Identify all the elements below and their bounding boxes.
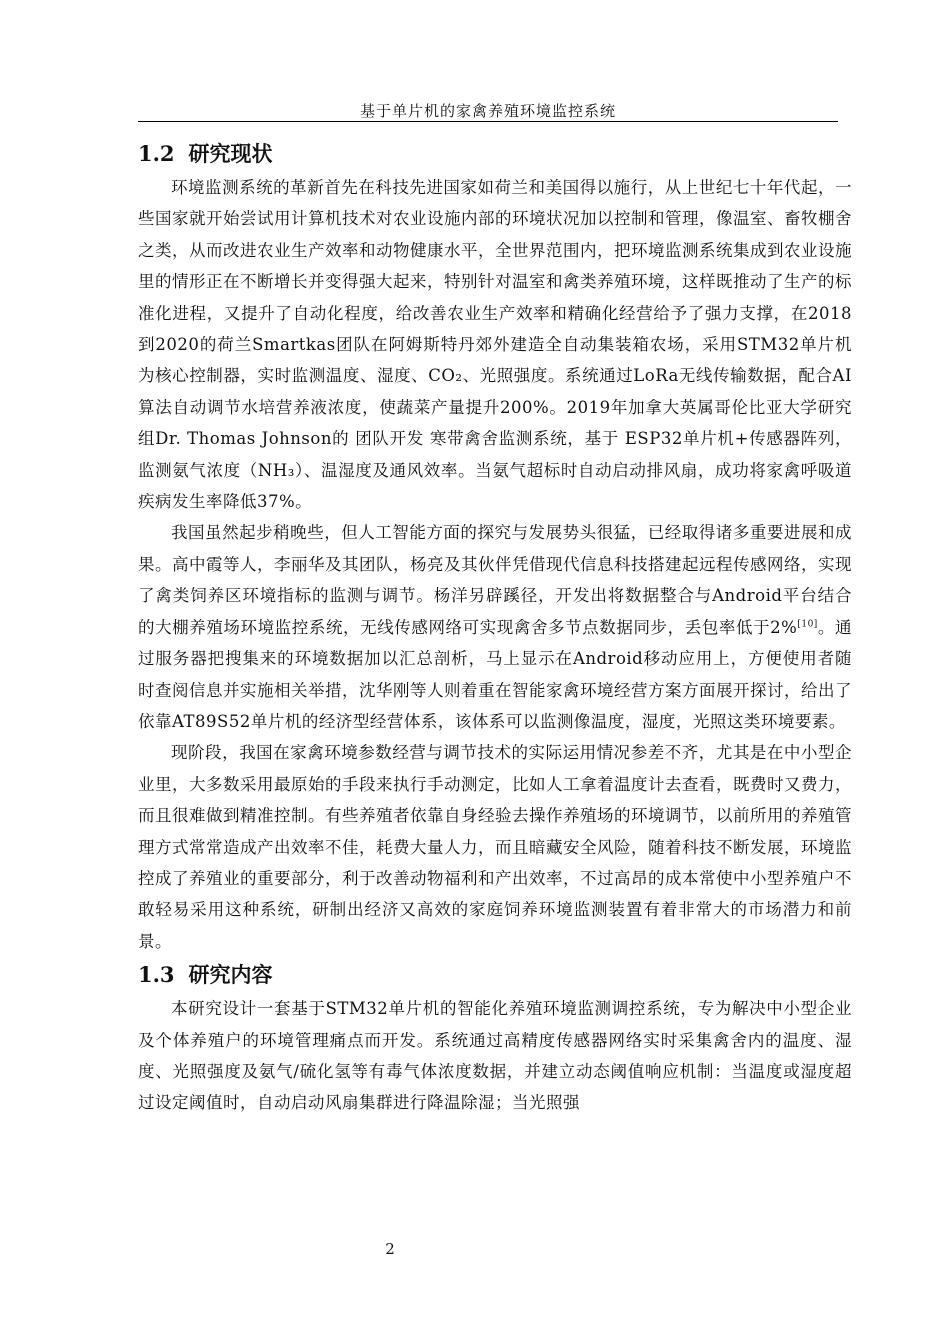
section-title: 研究现状 [188, 141, 273, 166]
page-number: 2 [385, 1240, 395, 1258]
paragraph-text: 我国虽然起步稍晚些，但人工智能方面的探究与发展势头很猛，已经取得诸多重要进展和成果。高中霞等人，李丽华及其团队，杨亮及其伙伴凭借现代信息科技搭建起远程传感网络，实现了禽类饲养区环境指标的监测与调节。杨洋另辟蹊径，开发出将数据整合与Android平台结合的大棚养殖场环境监控系统，无线传感网络可实现禽舍多节点数据同步，丢包率低于2% [138, 523, 852, 637]
paragraph [138, 517, 852, 737]
paragraph: 本研究设计一套基于STM32单片机的智能化养殖环境监测调控系统，专为解决中小型企业及个体养殖户的环境管理痛点而开发。系统通过高精度传感器网络实时采集禽舍内的温度、湿度、光照强度及氨气/硫化氢等有毒气体浓度数据，并建立动态阈值响应机制：当温度或湿度超过设定阈值时，自动启动风扇集群进行降温除湿；当光照强 [138, 999, 852, 1113]
paragraph-text: 。通过服务器把搜集来的环境数据加以汇总剖析，马上显示在Android移动应用上，方便使用者随时查阅信息并实施相关举措，沈华刚等人则着重在智能家禽环境经营方案方面展开探讨，给出了依靠AT89S52单片机的经济型经营体系，该体系可以监测像温度，湿度，光照这类环境要素。 [138, 617, 852, 731]
section-number: 1.2 [138, 141, 175, 166]
section-title: 研究内容 [188, 962, 273, 988]
section-heading-1-3 [138, 957, 852, 993]
paragraph: 现阶段，我国在家禽环境参数经营与调节技术的实际运用情况参差不齐，尤其是在中小型企业里，大多数采用最原始的手段来执行手动测定，比如人工拿着温度计去查看，既费时又费力，而且很难做到精准控制。有些养殖者依靠自身经验去操作养殖场的环境调节，以前所用的养殖管理方式常常造成产出效率不佳，耗费大量人力，而且暗藏安全风险，随着科技不断发展，环境监控成了养殖业的重要部分，利于改善动物福利和产出效率，不过高昂的成本常使中小型养殖户不敢轻易采用这种系统，研制出经济又高效的家庭饲养环境监测装置有着非常大的市场潜力和前景。 [138, 743, 852, 951]
running-header: 基于单片机的家禽养殖环境监控系统 [359, 102, 616, 120]
header-divider [138, 121, 838, 122]
citation-reference: [10] [797, 619, 818, 630]
document-body [138, 136, 852, 1119]
paragraph: 环境监测系统的革新首先在科技先进国家如荷兰和美国得以施行，从上世纪七十年代起，一些国家就开始尝试用计算机技术对农业设施内部的环境状况加以控制和管理，像温室、畜牧棚舍之类，从而改进农业生产效率和动物健康水平，全世界范围内，把环境监测系统集成到农业设施里的情形正在不断增长并变得强大起来，特别针对温室和禽类养殖环境，这样既推动了生产的标准化进程，又提升了自动化程度，给改善农业生产效率和精确化经营给予了强力支撑，在2018到2020的荷兰Smartkas团队在阿姆斯特丹郊外建造全自动集装箱农场，采用STM32单片机为核心控制器，实时监测温度、湿度、CO₂、光照强度。系统通过LoRa无线传输数据，配合AI算法自动调节水培营养液浓度，使蔬菜产量提升200%。2019年加拿大英属哥伦比亚大学研究组Dr. Thomas Johnson的 团队开发 寒带禽舍监测系统，基于 ESP32单片机+传感器阵列，监测氨气浓度（NH₃）、温湿度及通风效率。当氨气超标时自动启动排风扇，成功将家禽呼吸道疾病发生率降低37%。 [138, 178, 852, 512]
section-number: 1.3 [138, 962, 175, 988]
section-heading-1-2 [138, 136, 852, 172]
